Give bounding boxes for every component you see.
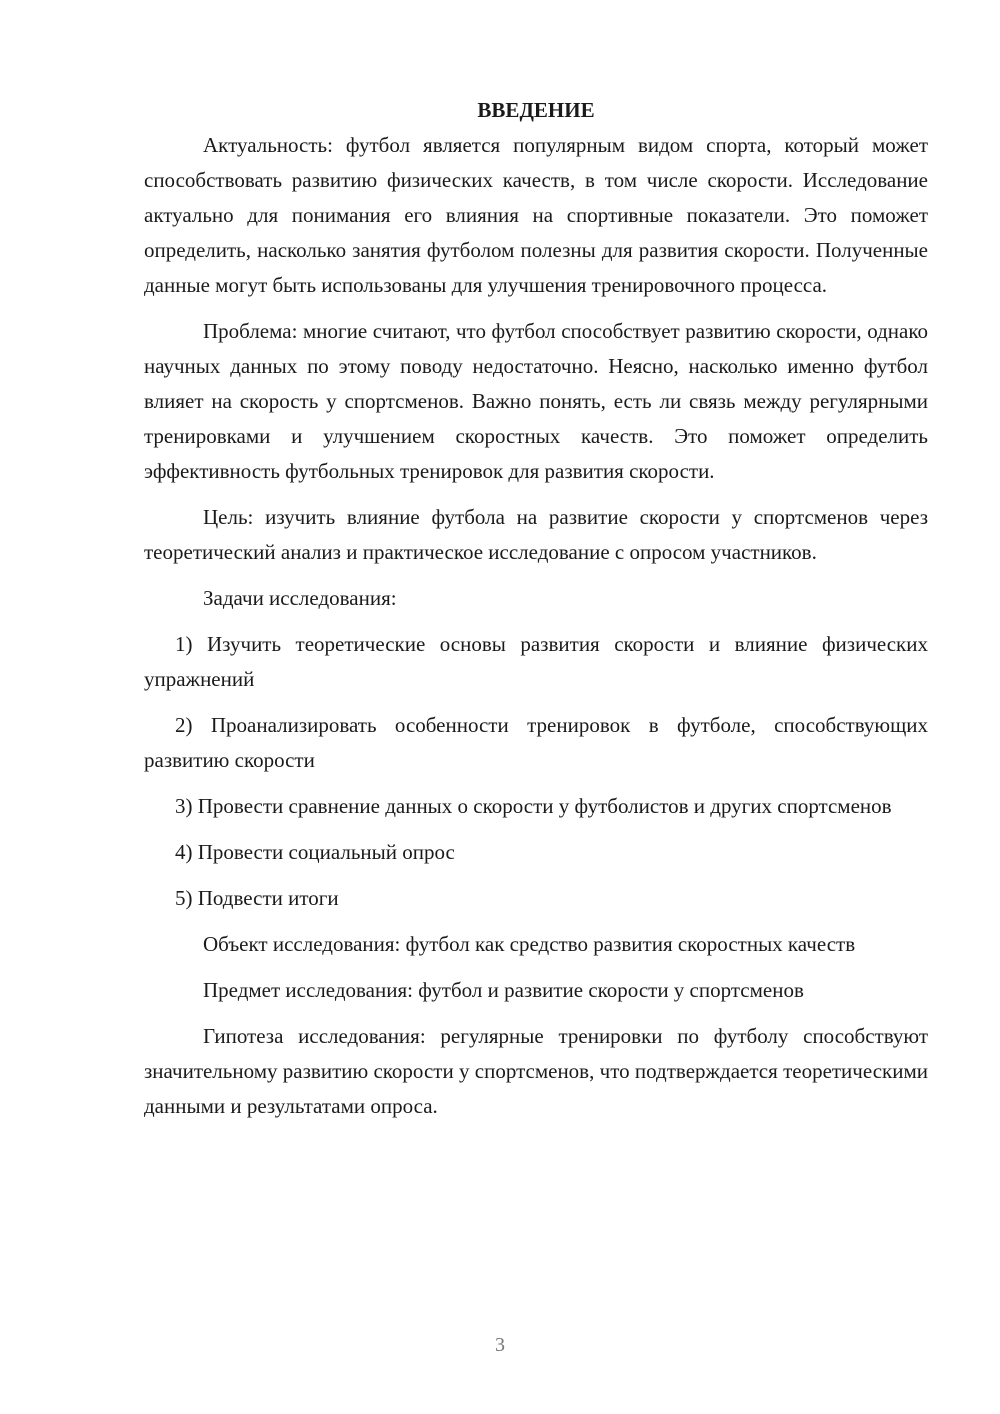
research-subject-paragraph: Предмет исследования: футбол и развитие скорости у спортсменов [203, 978, 804, 1002]
task-item: 5) Подвести итоги [175, 886, 339, 910]
section-title: ВВЕДЕНИЕ [477, 98, 595, 122]
task-item: 4) Провести социальный опрос [175, 840, 455, 864]
page-number: 3 [495, 1334, 505, 1356]
task-item: 2) Проанализировать особенности тренировок в футболе, способствующих развитию скорости [144, 713, 928, 772]
research-object-paragraph: Объект исследования: футбол как средство развития скоростных качеств [203, 932, 856, 956]
problem-paragraph: Проблема: многие считают, что футбол способствует развитию скорости, однако научных данных по этому поводу недостаточно. Неясно, насколько именно футбол влияет на скорость у спортсменов. Важно понять, есть ли связь между регулярными тренировками и улучшением скоростных качеств. Это поможет определить эффективность футбольных тренировок для развития скорости. [144, 319, 928, 483]
goal-paragraph: Цель: изучить влияние футбола на развитие скорости у спортсменов через теоретический анализ и практическое исследование с опросом участников. [144, 505, 928, 564]
tasks-heading: Задачи исследования: [203, 586, 397, 610]
task-item: 1) Изучить теоретические основы развития скорости и влияние физических упражнений [144, 632, 928, 691]
relevance-paragraph: Актуальность: футбол является популярным видом спорта, который может способствовать развитию физических качеств, в том числе скорости. Исследование актуально для понимания его влияния на спортивные показатели. Это поможет определить, насколько занятия футболом полезны для развития скорости. Полученные данные могут быть использованы для улучшения тренировочного процесса. [144, 133, 928, 297]
document-page [144, 90, 928, 1135]
task-item: 3) Провести сравнение данных о скорости у футболистов и других спортсменов [175, 794, 892, 818]
hypothesis-paragraph: Гипотеза исследования: регулярные тренировки по футболу способствуют значительному развитию скорости у спортсменов, что подтверждается теоретическими данными и результатами опроса. [144, 1024, 928, 1118]
